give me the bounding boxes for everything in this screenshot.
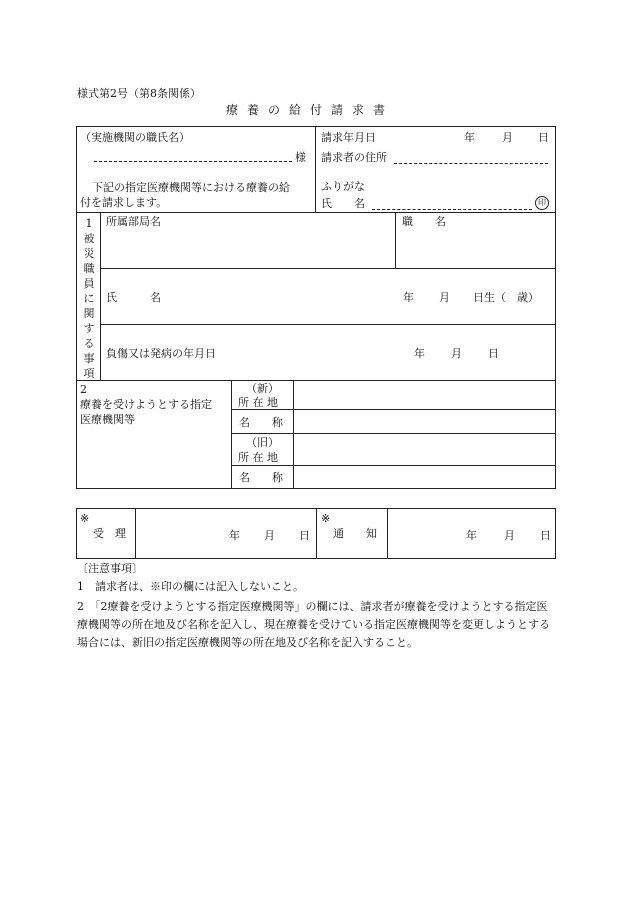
office-mark-2: ※ bbox=[321, 512, 331, 525]
new-name-field[interactable] bbox=[297, 412, 552, 431]
address-field[interactable] bbox=[394, 163, 548, 164]
request-date-year[interactable]: 年 bbox=[464, 131, 475, 144]
position-label: 職 名 bbox=[402, 215, 446, 228]
received-year: 年 bbox=[229, 529, 240, 542]
old-name-label: 名 称 bbox=[239, 471, 283, 484]
request-date-day[interactable]: 日 bbox=[538, 131, 549, 144]
claimant-name-label: 氏 名 bbox=[321, 197, 365, 210]
birth-year[interactable]: 年 bbox=[403, 291, 414, 304]
note-item-1: 1 請求者は、※印の欄には記入しないこと。 bbox=[77, 580, 304, 593]
claimant-name-field[interactable] bbox=[372, 209, 532, 210]
section2-number: 2 bbox=[80, 383, 87, 396]
affiliation-field[interactable] bbox=[106, 232, 390, 264]
received-label: 受 理 bbox=[93, 527, 126, 540]
request-text-line1: 下記の指定医療機関等における療養の給 bbox=[92, 181, 290, 194]
office-mark-1: ※ bbox=[80, 512, 90, 525]
note-item-2: 2 「2療養を受けようとする指定医療機関等」の欄には、請求者が療養を受けようとする指定医療機関等の所在地及び名称を記入し、現在療養を受けている指定医療機関等を変更しようとする場合には、新旧の指定医療機関等の所在地及び名称を記入すること。 bbox=[77, 600, 550, 649]
section2-heading-line2: 医療機関等 bbox=[80, 413, 135, 426]
new-name-label: 名 称 bbox=[239, 416, 283, 429]
addressee-field[interactable] bbox=[94, 161, 292, 162]
received-month: 月 bbox=[264, 529, 275, 542]
section2-heading-line1: 療養を受けようとする指定 bbox=[80, 398, 212, 411]
affiliation-label: 所属部局名 bbox=[106, 215, 161, 228]
old-location-label: 所 在 地 bbox=[238, 451, 278, 464]
seal-mark-icon: 印 bbox=[535, 196, 549, 210]
furigana-label: ふりがな bbox=[321, 180, 365, 193]
old-location-field[interactable] bbox=[297, 437, 552, 463]
old-label: （旧） bbox=[246, 436, 279, 449]
notice-year: 年 bbox=[466, 529, 477, 542]
injury-year[interactable]: 年 bbox=[414, 347, 425, 360]
injury-date-label: 負傷又は発病の年月日 bbox=[106, 347, 216, 360]
employee-name-label: 氏 名 bbox=[106, 291, 161, 304]
birth-day-age[interactable]: 日生（ 歳） bbox=[473, 291, 539, 304]
address-label: 請求者の住所 bbox=[321, 151, 387, 164]
notice-month: 月 bbox=[504, 529, 515, 542]
form-number: 様式第2号（第8条関係） bbox=[77, 87, 201, 100]
injury-month[interactable]: 月 bbox=[451, 347, 462, 360]
notes-heading: 〔注意事項〕 bbox=[77, 562, 143, 575]
position-field[interactable] bbox=[402, 232, 552, 264]
addressee-label: （実施機関の職氏名） bbox=[80, 131, 190, 144]
birth-month[interactable]: 月 bbox=[439, 291, 450, 304]
form-title: 療養の給付請求書 bbox=[226, 103, 395, 117]
request-date-label: 請求年月日 bbox=[321, 131, 376, 144]
notice-label: 通 知 bbox=[333, 527, 377, 540]
old-name-field[interactable] bbox=[297, 468, 552, 487]
new-label: （新） bbox=[246, 382, 279, 395]
received-day: 日 bbox=[299, 529, 310, 542]
section1-heading: 1被災職員に関する事項 bbox=[83, 217, 95, 380]
new-location-field[interactable] bbox=[297, 383, 552, 407]
new-location-label: 所 在 地 bbox=[238, 396, 278, 409]
injury-day[interactable]: 日 bbox=[488, 347, 499, 360]
request-text-line2: 付を請求します。 bbox=[80, 196, 168, 209]
request-date-month[interactable]: 月 bbox=[502, 131, 513, 144]
honorific-sama: 様 bbox=[295, 151, 306, 164]
notice-day: 日 bbox=[540, 529, 551, 542]
